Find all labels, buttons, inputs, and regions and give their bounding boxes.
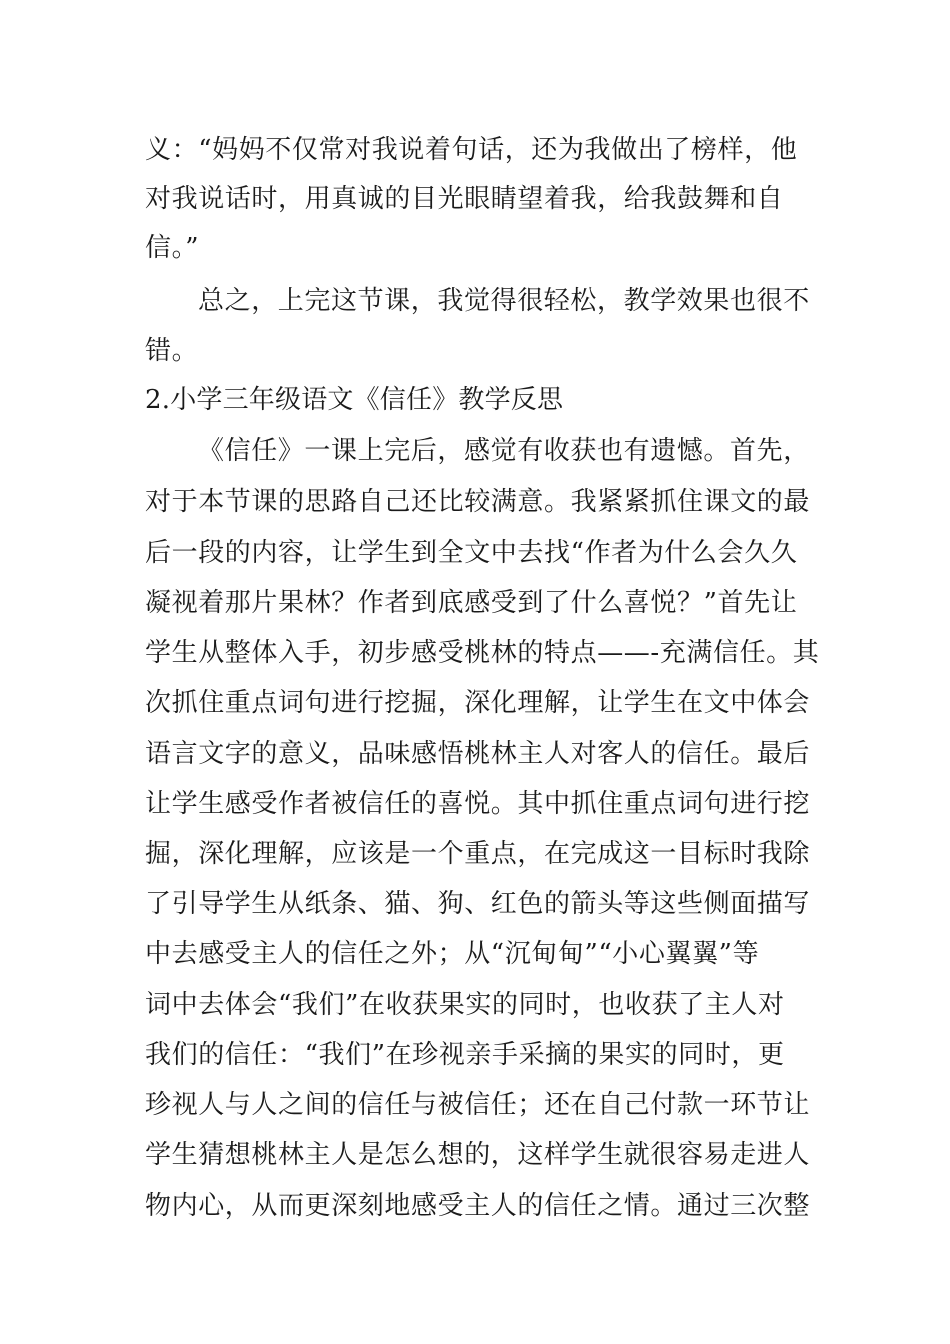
text-line: 错。	[145, 336, 199, 366]
text-line: 对我说话时，用真诚的目光眼睛望着我，给我鼓舞和自	[145, 184, 784, 214]
section-heading: 2.小学三年级语文《信任》教学反思	[145, 385, 564, 415]
text-line: 我们的信任：“我们”在珍视亲手采摘的果实的同时，更	[145, 1040, 785, 1070]
text-line: 信。”	[145, 233, 200, 263]
text-line: 学生从整体入手，初步感受桃林的特点——-充满信任。其	[145, 638, 820, 668]
text-line: 后一段的内容，让学生到全文中去找“作者为什么会久久	[145, 538, 798, 568]
text-line: 中去感受主人的信任之外；从“沉甸甸”“小心翼翼”等	[145, 939, 760, 969]
text-line: 语言文字的意义，品味感悟桃林主人对客人的信任。最后	[145, 739, 811, 769]
text-line: 《信任》一课上完后，感觉有收获也有遗憾。首先，	[198, 436, 810, 466]
text-line: 总之，上完这节课，我觉得很轻松，教学效果也很不	[198, 286, 810, 316]
text-line: 义：“妈妈不仅常对我说着句话，还为我做出了榜样，他	[145, 135, 798, 165]
text-line: 对于本节课的思路自己还比较满意。我紧紧抓住课文的最	[145, 487, 811, 517]
text-line: 词中去体会“我们”在收获果实的同时，也收获了主人对	[145, 990, 785, 1020]
text-line: 了引导学生从纸条、猫、狗、红色的箭头等这些侧面描写	[145, 889, 811, 919]
text-line: 珍视人与人之间的信任与被信任；还在自己付款一环节让	[145, 1090, 811, 1120]
text-line: 学生猜想桃林主人是怎么想的，这样学生就很容易走进人	[145, 1140, 811, 1170]
text-line: 次抓住重点词句进行挖掘，深化理解，让学生在文中体会	[145, 688, 811, 718]
text-line: 凝视着那片果林？作者到底感受到了什么喜悦？”首先让	[145, 588, 798, 618]
text-line: 掘，深化理解，应该是一个重点，在完成这一目标时我除	[145, 839, 811, 869]
text-line: 物内心，从而更深刻地感受主人的信任之情。通过三次整	[145, 1191, 811, 1221]
text-line: 让学生感受作者被信任的喜悦。其中抓住重点词句进行挖	[145, 789, 811, 819]
